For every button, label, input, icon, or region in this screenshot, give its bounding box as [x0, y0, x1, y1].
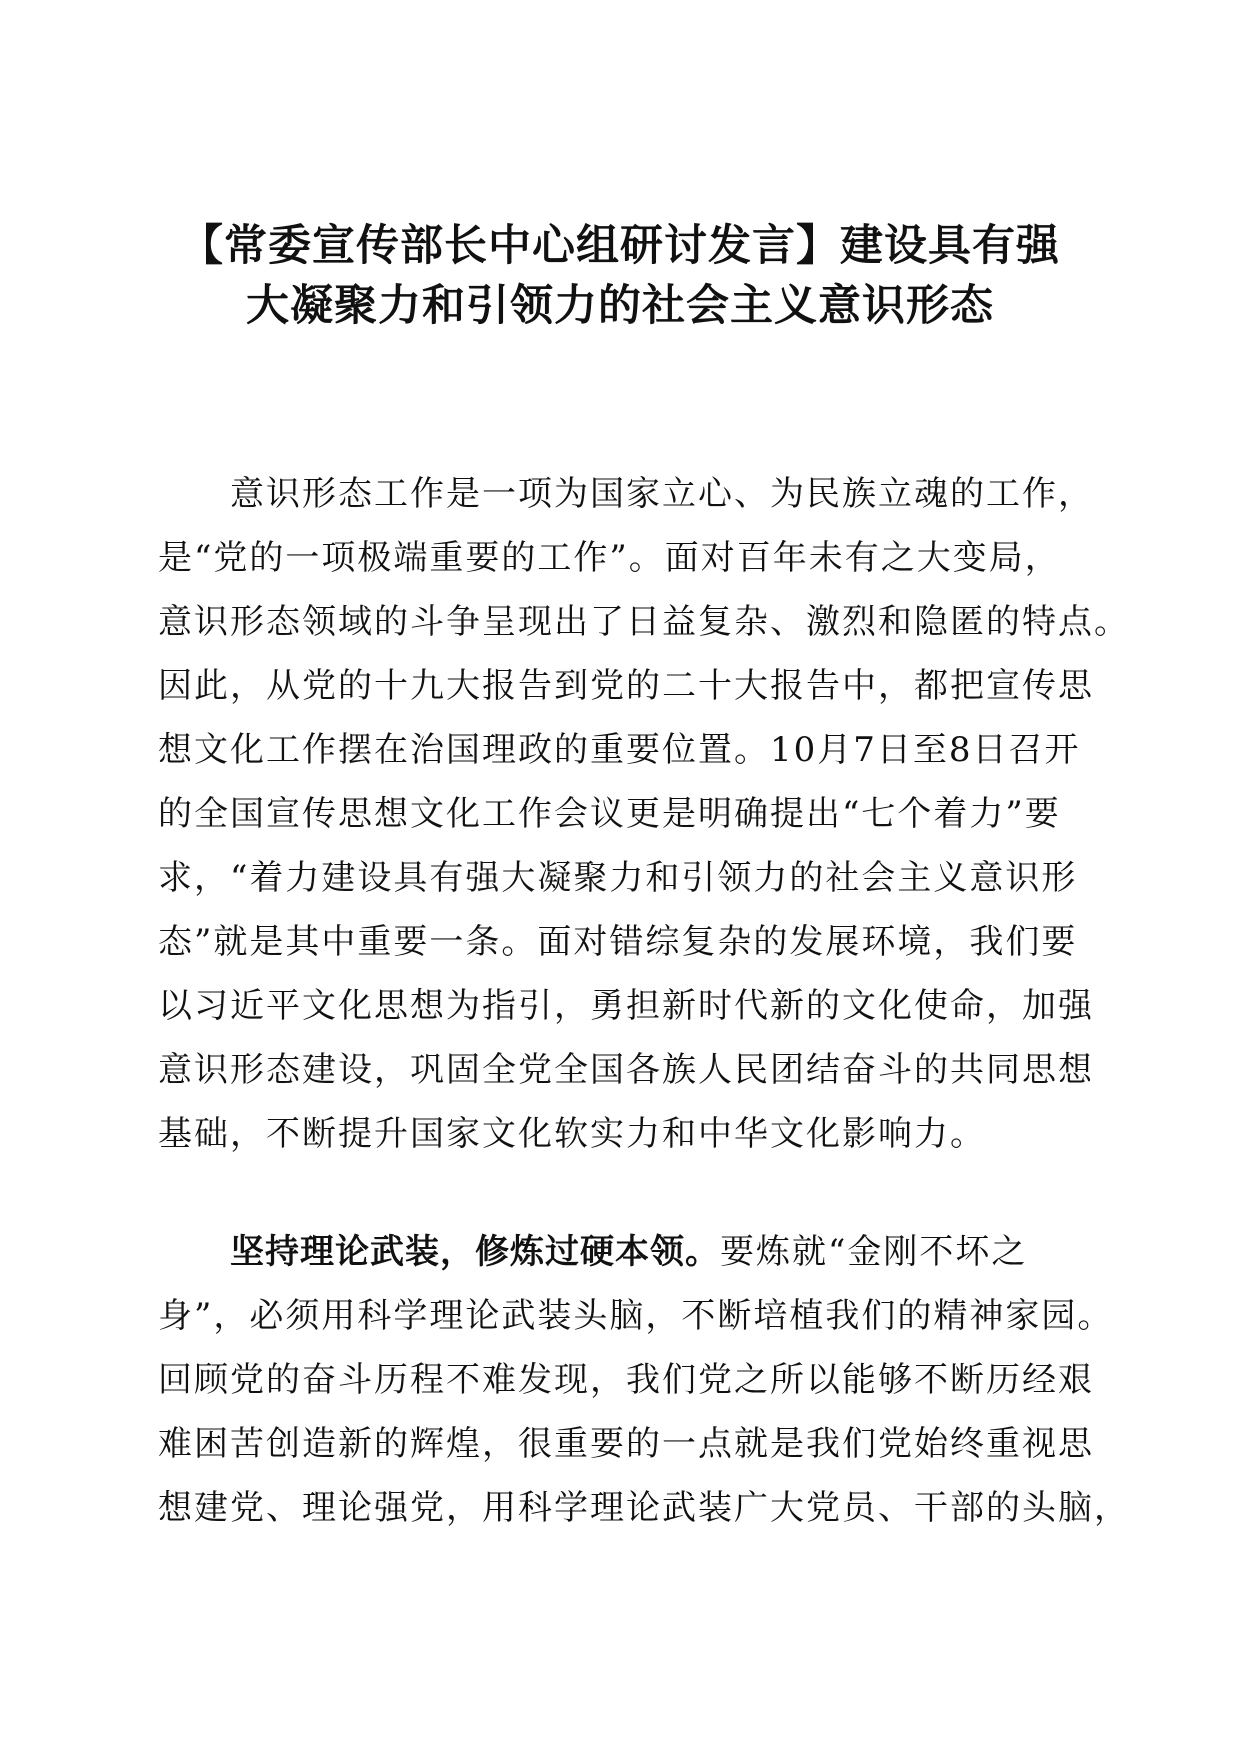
title-line: 大凝聚力和引领力的社会主义意识形态 [246, 281, 994, 331]
paragraph-line: 的全国宣传思想文化工作会议更是明确提出“七个着力”要 [158, 794, 1061, 834]
paragraph-line: 想建党、理论强党，用科学理论武装广大党员、干部的头脑， [158, 1488, 1130, 1528]
paragraph-theory [158, 1220, 1130, 1540]
paragraph-line-rest: 要炼就“金刚不坏之 [720, 1232, 1028, 1272]
paragraph-line: 难困苦创造新的辉煌，很重要的一点就是我们党始终重视思 [158, 1424, 1094, 1464]
paragraph-line: 意识形态建设，巩固全党全国各族人民团结奋斗的共同思想 [158, 1050, 1094, 1090]
paragraph-first-line [158, 1220, 1098, 1284]
paragraph-line: 态”就是其中重要一条。面对错综复杂的发展环境，我们要 [158, 922, 1078, 962]
paragraph-line: 是“党的一项极端重要的工作”。面对百年未有之大变局， [158, 538, 1061, 578]
paragraph-line: 因此，从党的十九大报告到党的二十大报告中，都把宣传思 [158, 666, 1094, 706]
paragraph-line: 意识形态工作是一项为国家立心、为民族立魂的工作， [230, 474, 1094, 514]
section-lead-heading: 坚持理论武装，修炼过硬本领。 [230, 1232, 720, 1272]
paragraph-line: 回顾党的奋斗历程不难发现，我们党之所以能够不断历经艰 [158, 1360, 1094, 1400]
paragraph-line: 想文化工作摆在治国理政的重要位置。10月7日至8日召开 [158, 730, 1081, 770]
paragraph-line: 基础，不断提升国家文化软实力和中华文化影响力。 [158, 1114, 986, 1154]
paragraph-line: 以习近平文化思想为指引，勇担新时代新的文化使命，加强 [158, 986, 1094, 1026]
document-title [150, 216, 1090, 336]
paragraph-intro [158, 462, 1130, 1166]
title-line: 【常委宣传部长中心组研讨发言】建设具有强 [180, 221, 1060, 271]
paragraph-line: 意识形态领域的斗争呈现出了日益复杂、激烈和隐匿的特点。 [158, 602, 1130, 642]
paragraph-line: 身”，必须用科学理论武装头脑，不断培植我们的精神家园。 [158, 1296, 1114, 1336]
paragraph-line: 求，“着力建设具有强大凝聚力和引领力的社会主义意识形 [158, 858, 1078, 898]
